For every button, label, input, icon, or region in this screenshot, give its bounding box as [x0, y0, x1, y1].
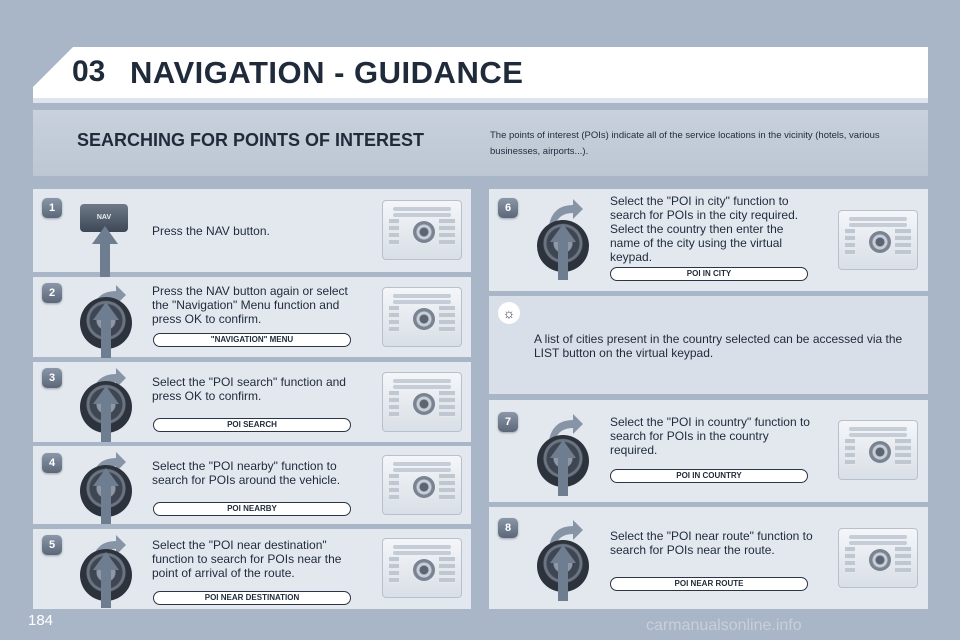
tip-text: A list of cities present in the country selected can be accessed via the LIST button on the virtual keypad.: [534, 332, 903, 360]
down-arrow-icon: [92, 226, 118, 282]
step-number-6: 6: [498, 198, 518, 218]
section-title: SEARCHING FOR POINTS OF INTEREST: [77, 130, 425, 150]
chapter-number: 03: [72, 55, 106, 88]
step-number-1: 1: [42, 198, 62, 218]
down-arrow-icon: [550, 224, 576, 280]
step-text-5: Select the "POI near destination" function to search for POIs near the point of arrival of the route.: [152, 538, 342, 580]
step-text-7: Select the "POI in country" function to search for POIs in the country required.: [610, 415, 810, 457]
radio-device-icon: [382, 372, 462, 432]
radio-device-icon: [382, 200, 462, 260]
intro-text: The points of interest (POIs) indicate all of the service locations in the vicinity (hotels, various businesses, airports...).: [490, 130, 880, 157]
header-strip: [33, 98, 928, 103]
menu-pill-6: POI IN CITY: [610, 267, 808, 281]
step-number-5: 5: [42, 535, 62, 555]
step-text-4: Select the "POI nearby" function to search for POIs around the vehicle.: [152, 459, 341, 487]
down-arrow-icon: [93, 552, 119, 608]
radio-device-icon: [382, 538, 462, 598]
down-arrow-icon: [93, 302, 119, 358]
step-text-8: Select the "POI near route" function to search for POIs near the route.: [610, 529, 813, 557]
menu-pill-2: "NAVIGATION" MENU: [153, 333, 351, 347]
step-number-8: 8: [498, 518, 518, 538]
watermark: carmanualsonline.info: [646, 617, 802, 634]
menu-pill-5: POI NEAR DESTINATION: [153, 591, 351, 605]
down-arrow-icon: [93, 468, 119, 524]
menu-pill-4: POI NEARBY: [153, 502, 351, 516]
down-arrow-icon: [550, 545, 576, 601]
step-number-3: 3: [42, 368, 62, 388]
step-text-2: Press the NAV button again or select the "Navigation" Menu function and press OK to confirm.: [152, 284, 348, 326]
down-arrow-icon: [550, 440, 576, 496]
down-arrow-icon: [93, 386, 119, 442]
step-text-3: Select the "POI search" function and press OK to confirm.: [152, 375, 346, 403]
page-number: 184: [28, 612, 54, 629]
radio-device-icon: [838, 420, 918, 480]
radio-device-icon: [838, 210, 918, 270]
step-text-6: Select the "POI in city" function to search for POIs in the city required. Select the country then enter the name of the city using the virtual keypad.: [610, 194, 799, 264]
radio-device-icon: [382, 455, 462, 515]
page-title: NAVIGATION - GUIDANCE: [130, 55, 524, 90]
radio-device-icon: [838, 528, 918, 588]
step-text-1: Press the NAV button.: [152, 224, 270, 238]
menu-pill-3: POI SEARCH: [153, 418, 351, 432]
menu-pill-8: POI NEAR ROUTE: [610, 577, 808, 591]
menu-pill-7: POI IN COUNTRY: [610, 469, 808, 483]
step-number-2: 2: [42, 283, 62, 303]
lightbulb-icon: ☼: [498, 302, 520, 324]
step-number-7: 7: [498, 412, 518, 432]
nav-button: NAV: [80, 204, 128, 232]
step-number-4: 4: [42, 453, 62, 473]
radio-device-icon: [382, 287, 462, 347]
